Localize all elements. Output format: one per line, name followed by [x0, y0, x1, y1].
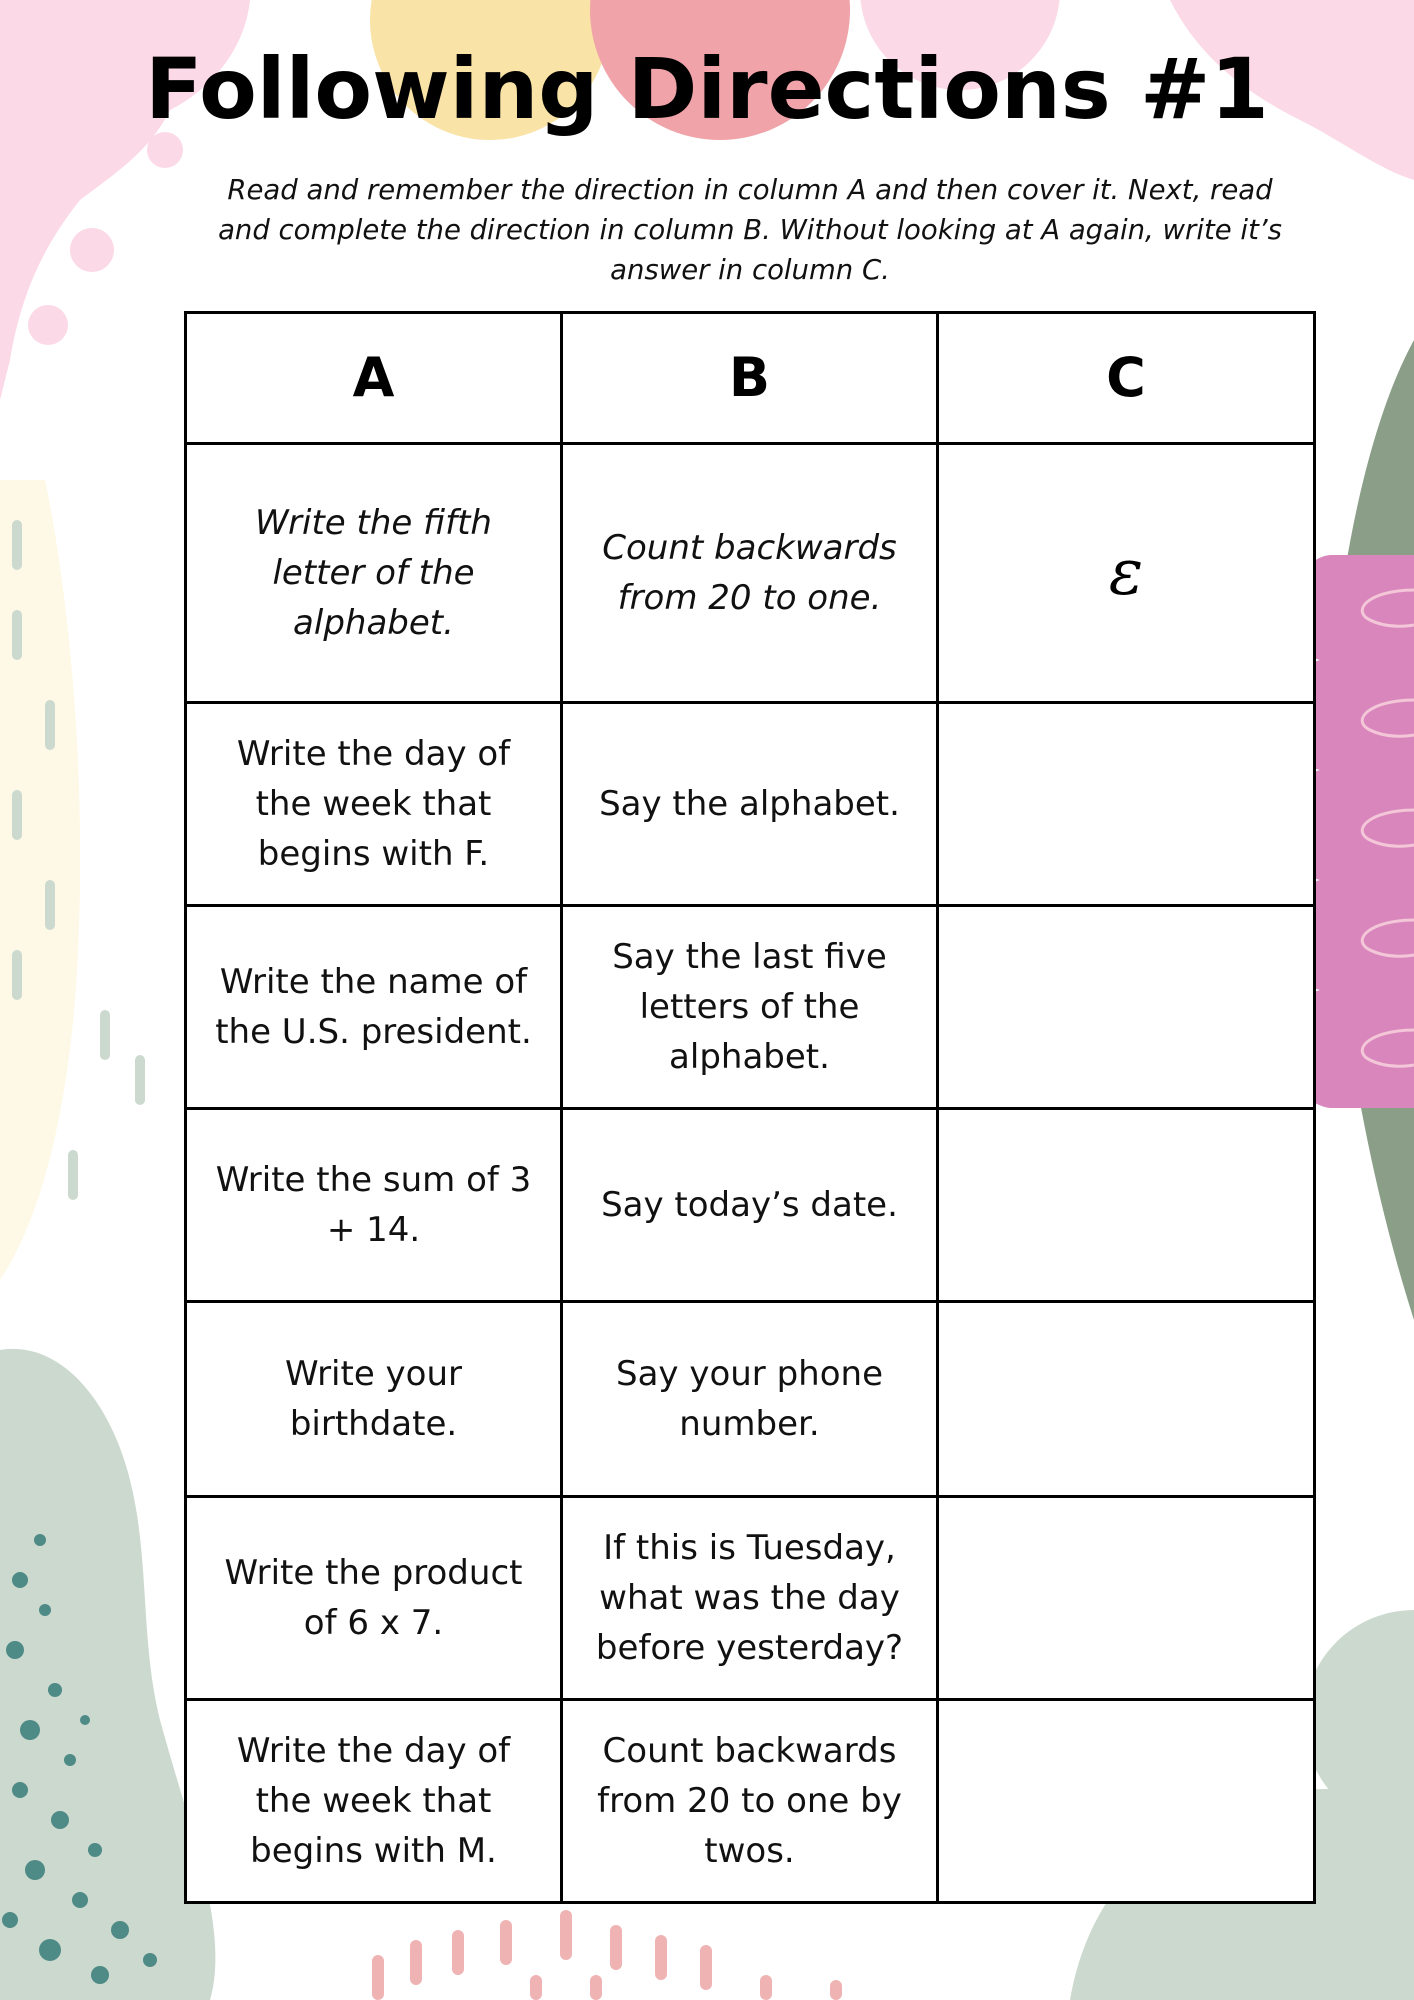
direction-b-cell: Count backwards from 20 to one by twos. [562, 1700, 938, 1903]
answer-c-cell[interactable] [938, 1700, 1315, 1903]
direction-a-cell: Write the product of 6 x 7. [186, 1497, 562, 1700]
instructions-text: Read and remember the direction in column A and then cover it. Next, read and complete the direction in column B. Without looking at A again, write it’s answer in column C. [218, 174, 1282, 286]
answer-c-cell[interactable]: ɛ [938, 444, 1315, 703]
answer-c-cell[interactable] [938, 906, 1315, 1109]
direction-b-cell: Say today’s date. [562, 1109, 938, 1302]
table-row [186, 1700, 1315, 1903]
directions-table [184, 311, 1316, 1904]
direction-a-cell: Write the fifth letter of the alphabet. [186, 444, 562, 703]
answer-c-cell[interactable] [938, 703, 1315, 906]
direction-b-cell: Say the alphabet. [562, 703, 938, 906]
column-header-c: C [938, 313, 1315, 444]
page-title: Following Directions #1 [145, 40, 1269, 138]
pink-dot [28, 305, 68, 345]
table-row [186, 906, 1315, 1109]
column-header-b: B [562, 313, 938, 444]
answer-c-cell[interactable] [938, 1109, 1315, 1302]
direction-b-cell: Say your phone number. [562, 1302, 938, 1497]
column-header-a: A [186, 313, 562, 444]
table-row [186, 444, 1315, 703]
table-row [186, 1302, 1315, 1497]
direction-a-cell: Write the sum of 3 + 14. [186, 1109, 562, 1302]
table-header-row [186, 313, 1315, 444]
answer-c-cell[interactable] [938, 1302, 1315, 1497]
direction-a-cell: Write your birthdate. [186, 1302, 562, 1497]
table-row [186, 703, 1315, 906]
direction-b-cell: Count backwards from 20 to one. [562, 444, 938, 703]
answer-c-cell[interactable] [938, 1497, 1315, 1700]
direction-a-cell: Write the name of the U.S. president. [186, 906, 562, 1109]
coral-dashes-bottom [372, 1910, 842, 2000]
table-row [186, 1109, 1315, 1302]
direction-a-cell: Write the day of the week that begins with F. [186, 703, 562, 906]
direction-b-cell: If this is Tuesday, what was the day before yesterday? [562, 1497, 938, 1700]
direction-b-cell: Say the last five letters of the alphabet. [562, 906, 938, 1109]
pink-dot [70, 228, 114, 272]
table-row [186, 1497, 1315, 1700]
direction-a-cell: Write the day of the week that begins with M. [186, 1700, 562, 1903]
